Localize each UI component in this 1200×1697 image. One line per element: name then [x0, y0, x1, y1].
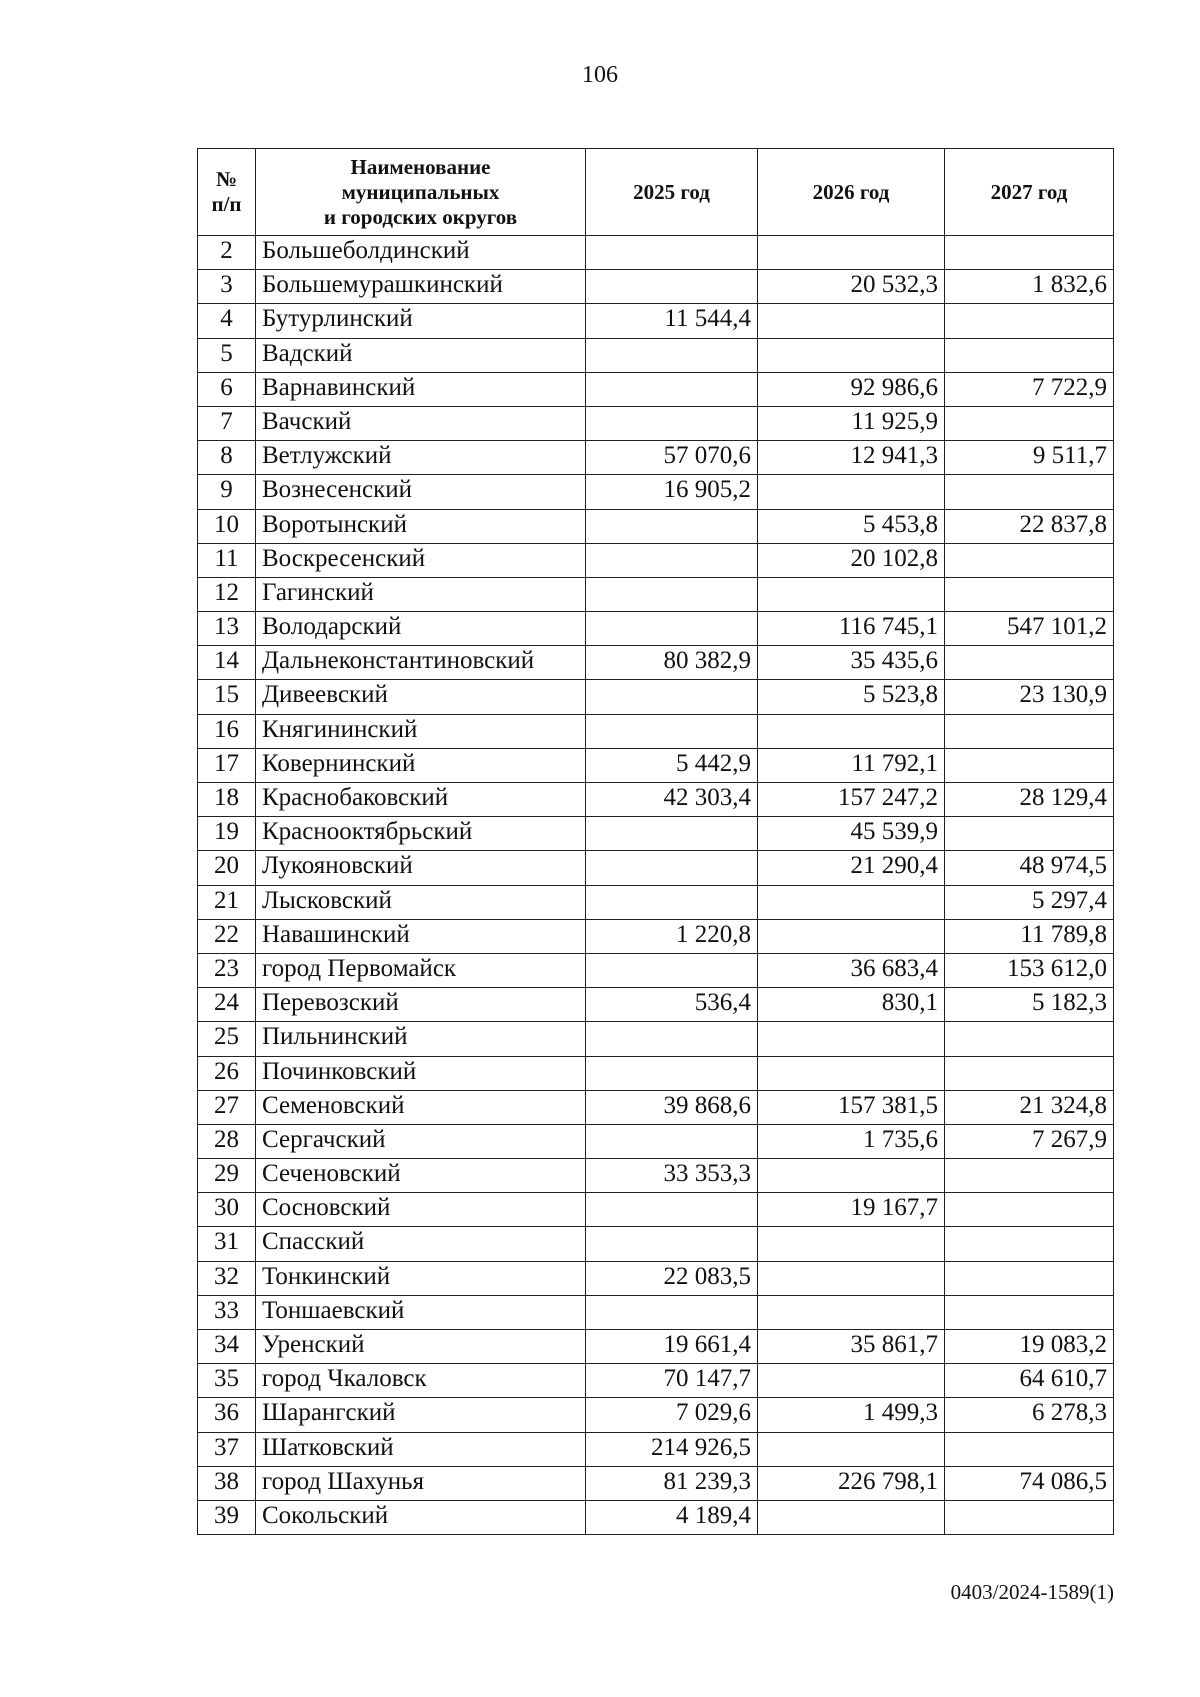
value-2026: 35 861,7 [758, 1330, 945, 1364]
value-2026 [758, 304, 945, 338]
value-2027 [945, 817, 1114, 851]
value-2026 [758, 1056, 945, 1090]
row-number: 27 [198, 1090, 256, 1124]
municipality-name: Гагинский [256, 577, 586, 611]
header-2027: 2027 год [945, 149, 1114, 236]
value-2027 [945, 1261, 1114, 1295]
row-number: 8 [198, 441, 256, 475]
table-row [198, 406, 1114, 440]
row-number: 18 [198, 783, 256, 817]
value-2026: 157 381,5 [758, 1090, 945, 1124]
value-2027: 9 511,7 [945, 441, 1114, 475]
municipality-name: Воскресенский [256, 543, 586, 577]
row-number: 39 [198, 1500, 256, 1534]
value-2027 [945, 236, 1114, 270]
document-code: 0403/2024-1589(1) [950, 1580, 1114, 1604]
row-number: 6 [198, 372, 256, 406]
municipality-name: Дивеевский [256, 680, 586, 714]
row-number: 9 [198, 475, 256, 509]
value-2025 [586, 817, 758, 851]
row-number: 10 [198, 509, 256, 543]
value-2027 [945, 304, 1114, 338]
row-number: 7 [198, 406, 256, 440]
table-row [198, 817, 1114, 851]
municipality-name: город Шахунья [256, 1466, 586, 1500]
municipality-name: Починковский [256, 1056, 586, 1090]
value-2026 [758, 475, 945, 509]
row-number: 38 [198, 1466, 256, 1500]
value-2027: 74 086,5 [945, 1466, 1114, 1500]
value-2025: 19 661,4 [586, 1330, 758, 1364]
row-number: 30 [198, 1193, 256, 1227]
value-2027 [945, 1500, 1114, 1534]
value-2026: 1 735,6 [758, 1124, 945, 1158]
municipality-name: Семеновский [256, 1090, 586, 1124]
row-number: 3 [198, 270, 256, 304]
row-number: 31 [198, 1227, 256, 1261]
value-2027 [945, 1056, 1114, 1090]
value-2026: 830,1 [758, 988, 945, 1022]
value-2027: 48 974,5 [945, 851, 1114, 885]
table-row [198, 304, 1114, 338]
value-2025 [586, 236, 758, 270]
municipality-name: Краснобаковский [256, 783, 586, 817]
value-2025: 70 147,7 [586, 1364, 758, 1398]
municipality-name: Дальнеконстантиновский [256, 646, 586, 680]
value-2025: 57 070,6 [586, 441, 758, 475]
municipality-name: Ветлужский [256, 441, 586, 475]
municipality-name: Варнавинский [256, 372, 586, 406]
value-2025 [586, 714, 758, 748]
value-2025 [586, 372, 758, 406]
row-number: 37 [198, 1432, 256, 1466]
municipality-name: Сосновский [256, 1193, 586, 1227]
value-2026 [758, 919, 945, 953]
table-row [198, 270, 1114, 304]
row-number: 34 [198, 1330, 256, 1364]
value-2026 [758, 236, 945, 270]
value-2025: 33 353,3 [586, 1159, 758, 1193]
value-2027 [945, 406, 1114, 440]
header-2026: 2026 год [758, 149, 945, 236]
value-2025: 16 905,2 [586, 475, 758, 509]
municipality-name: Большеболдинский [256, 236, 586, 270]
row-number: 35 [198, 1364, 256, 1398]
municipality-name: Краснооктябрьский [256, 817, 586, 851]
value-2025 [586, 270, 758, 304]
table-row [198, 783, 1114, 817]
value-2026: 12 941,3 [758, 441, 945, 475]
value-2026 [758, 577, 945, 611]
value-2026: 20 532,3 [758, 270, 945, 304]
municipality-name: Пильнинский [256, 1022, 586, 1056]
table-row [198, 577, 1114, 611]
table-row [198, 1432, 1114, 1466]
value-2027: 21 324,8 [945, 1090, 1114, 1124]
row-number: 12 [198, 577, 256, 611]
table-row [198, 680, 1114, 714]
value-2025 [586, 577, 758, 611]
municipality-name: Сергачский [256, 1124, 586, 1158]
value-2027 [945, 1159, 1114, 1193]
municipality-name: Бутурлинский [256, 304, 586, 338]
municipality-name: Шатковский [256, 1432, 586, 1466]
row-number: 11 [198, 543, 256, 577]
table-row [198, 372, 1114, 406]
value-2025 [586, 1022, 758, 1056]
municipality-name: Сокольский [256, 1500, 586, 1534]
value-2027: 22 837,8 [945, 509, 1114, 543]
table-row [198, 475, 1114, 509]
value-2026 [758, 1159, 945, 1193]
municipality-name: Шарангский [256, 1398, 586, 1432]
value-2026 [758, 1227, 945, 1261]
value-2027 [945, 1295, 1114, 1329]
value-2027 [945, 714, 1114, 748]
table-body [198, 236, 1114, 1535]
value-2025: 42 303,4 [586, 783, 758, 817]
value-2027 [945, 1022, 1114, 1056]
table-row [198, 509, 1114, 543]
value-2026 [758, 885, 945, 919]
municipality-name: город Первомайск [256, 953, 586, 987]
value-2026: 116 745,1 [758, 612, 945, 646]
value-2027: 5 297,4 [945, 885, 1114, 919]
value-2025: 4 189,4 [586, 1500, 758, 1534]
value-2027 [945, 338, 1114, 372]
row-number: 23 [198, 953, 256, 987]
value-2026 [758, 1295, 945, 1329]
value-2025 [586, 1056, 758, 1090]
table-row [198, 748, 1114, 782]
value-2027 [945, 646, 1114, 680]
table-row [198, 1398, 1114, 1432]
value-2025: 11 544,4 [586, 304, 758, 338]
table-row [198, 338, 1114, 372]
value-2026: 226 798,1 [758, 1466, 945, 1500]
value-2025 [586, 851, 758, 885]
value-2027: 64 610,7 [945, 1364, 1114, 1398]
table-row [198, 1159, 1114, 1193]
value-2025 [586, 885, 758, 919]
value-2027 [945, 1227, 1114, 1261]
municipality-name: Княгининский [256, 714, 586, 748]
value-2026 [758, 1432, 945, 1466]
municipality-name: Вадский [256, 338, 586, 372]
value-2027: 19 083,2 [945, 1330, 1114, 1364]
row-number: 15 [198, 680, 256, 714]
table-row [198, 1193, 1114, 1227]
table-row [198, 885, 1114, 919]
value-2025 [586, 680, 758, 714]
table-row [198, 441, 1114, 475]
value-2025 [586, 1193, 758, 1227]
value-2025 [586, 406, 758, 440]
value-2025: 214 926,5 [586, 1432, 758, 1466]
table-row [198, 1090, 1114, 1124]
value-2027 [945, 577, 1114, 611]
table-header-row [198, 149, 1114, 236]
value-2027: 1 832,6 [945, 270, 1114, 304]
value-2027 [945, 475, 1114, 509]
municipality-name: город Чкаловск [256, 1364, 586, 1398]
value-2027 [945, 1193, 1114, 1227]
row-number: 14 [198, 646, 256, 680]
value-2026 [758, 1364, 945, 1398]
value-2026: 92 986,6 [758, 372, 945, 406]
value-2026: 11 925,9 [758, 406, 945, 440]
value-2025 [586, 612, 758, 646]
value-2026: 11 792,1 [758, 748, 945, 782]
value-2027 [945, 748, 1114, 782]
table-row [198, 714, 1114, 748]
table-row [198, 612, 1114, 646]
value-2027: 23 130,9 [945, 680, 1114, 714]
row-number: 28 [198, 1124, 256, 1158]
row-number: 29 [198, 1159, 256, 1193]
table-row [198, 1124, 1114, 1158]
value-2026: 35 435,6 [758, 646, 945, 680]
table-row [198, 1295, 1114, 1329]
value-2027: 153 612,0 [945, 953, 1114, 987]
value-2026: 36 683,4 [758, 953, 945, 987]
municipality-name: Лысковский [256, 885, 586, 919]
table-row [198, 646, 1114, 680]
table-row [198, 1364, 1114, 1398]
value-2027 [945, 543, 1114, 577]
value-2026: 1 499,3 [758, 1398, 945, 1432]
municipality-name: Ковернинский [256, 748, 586, 782]
value-2025: 536,4 [586, 988, 758, 1022]
row-number: 17 [198, 748, 256, 782]
budget-table [197, 148, 1114, 1535]
value-2025: 7 029,6 [586, 1398, 758, 1432]
municipality-name: Спасский [256, 1227, 586, 1261]
value-2025 [586, 338, 758, 372]
value-2025 [586, 1295, 758, 1329]
value-2025 [586, 509, 758, 543]
row-number: 5 [198, 338, 256, 372]
municipality-name: Сеченовский [256, 1159, 586, 1193]
value-2026 [758, 1022, 945, 1056]
header-2025: 2025 год [586, 149, 758, 236]
municipality-name: Перевозский [256, 988, 586, 1022]
value-2025: 80 382,9 [586, 646, 758, 680]
table-row [198, 1261, 1114, 1295]
value-2025: 81 239,3 [586, 1466, 758, 1500]
row-number: 26 [198, 1056, 256, 1090]
table-row [198, 1500, 1114, 1534]
value-2025: 1 220,8 [586, 919, 758, 953]
value-2027: 547 101,2 [945, 612, 1114, 646]
row-number: 19 [198, 817, 256, 851]
table-row [198, 1466, 1114, 1500]
value-2026: 20 102,8 [758, 543, 945, 577]
header-name: Наименование муниципальных и городских округов [256, 149, 586, 236]
value-2026: 5 453,8 [758, 509, 945, 543]
table-row [198, 1056, 1114, 1090]
value-2027: 7 722,9 [945, 372, 1114, 406]
row-number: 13 [198, 612, 256, 646]
value-2025: 5 442,9 [586, 748, 758, 782]
row-number: 2 [198, 236, 256, 270]
value-2026: 157 247,2 [758, 783, 945, 817]
value-2025: 22 083,5 [586, 1261, 758, 1295]
value-2026: 45 539,9 [758, 817, 945, 851]
row-number: 22 [198, 919, 256, 953]
row-number: 25 [198, 1022, 256, 1056]
value-2027: 7 267,9 [945, 1124, 1114, 1158]
value-2027: 6 278,3 [945, 1398, 1114, 1432]
page-number: 106 [582, 62, 618, 88]
value-2027: 5 182,3 [945, 988, 1114, 1022]
municipality-name: Лукояновский [256, 851, 586, 885]
table-row [198, 953, 1114, 987]
table-row [198, 543, 1114, 577]
table-row [198, 919, 1114, 953]
value-2026: 19 167,7 [758, 1193, 945, 1227]
table-row [198, 988, 1114, 1022]
municipality-name: Тонкинский [256, 1261, 586, 1295]
value-2027: 11 789,8 [945, 919, 1114, 953]
header-num: № п/п [198, 149, 256, 236]
row-number: 20 [198, 851, 256, 885]
municipality-name: Володарский [256, 612, 586, 646]
municipality-name: Большемурашкинский [256, 270, 586, 304]
municipality-name: Тоншаевский [256, 1295, 586, 1329]
value-2026: 21 290,4 [758, 851, 945, 885]
value-2025 [586, 953, 758, 987]
value-2026 [758, 338, 945, 372]
value-2025 [586, 543, 758, 577]
row-number: 36 [198, 1398, 256, 1432]
row-number: 21 [198, 885, 256, 919]
value-2027 [945, 1432, 1114, 1466]
municipality-name: Воротынский [256, 509, 586, 543]
municipality-name: Вачский [256, 406, 586, 440]
row-number: 24 [198, 988, 256, 1022]
table-row [198, 1330, 1114, 1364]
table-row [198, 1227, 1114, 1261]
value-2025: 39 868,6 [586, 1090, 758, 1124]
table-row [198, 851, 1114, 885]
value-2026 [758, 714, 945, 748]
municipality-name: Вознесенский [256, 475, 586, 509]
municipality-name: Навашинский [256, 919, 586, 953]
table-row [198, 236, 1114, 270]
row-number: 16 [198, 714, 256, 748]
value-2026 [758, 1500, 945, 1534]
row-number: 4 [198, 304, 256, 338]
value-2027: 28 129,4 [945, 783, 1114, 817]
row-number: 33 [198, 1295, 256, 1329]
table-row [198, 1022, 1114, 1056]
value-2026: 5 523,8 [758, 680, 945, 714]
row-number: 32 [198, 1261, 256, 1295]
value-2026 [758, 1261, 945, 1295]
value-2025 [586, 1124, 758, 1158]
municipality-name: Уренский [256, 1330, 586, 1364]
value-2025 [586, 1227, 758, 1261]
